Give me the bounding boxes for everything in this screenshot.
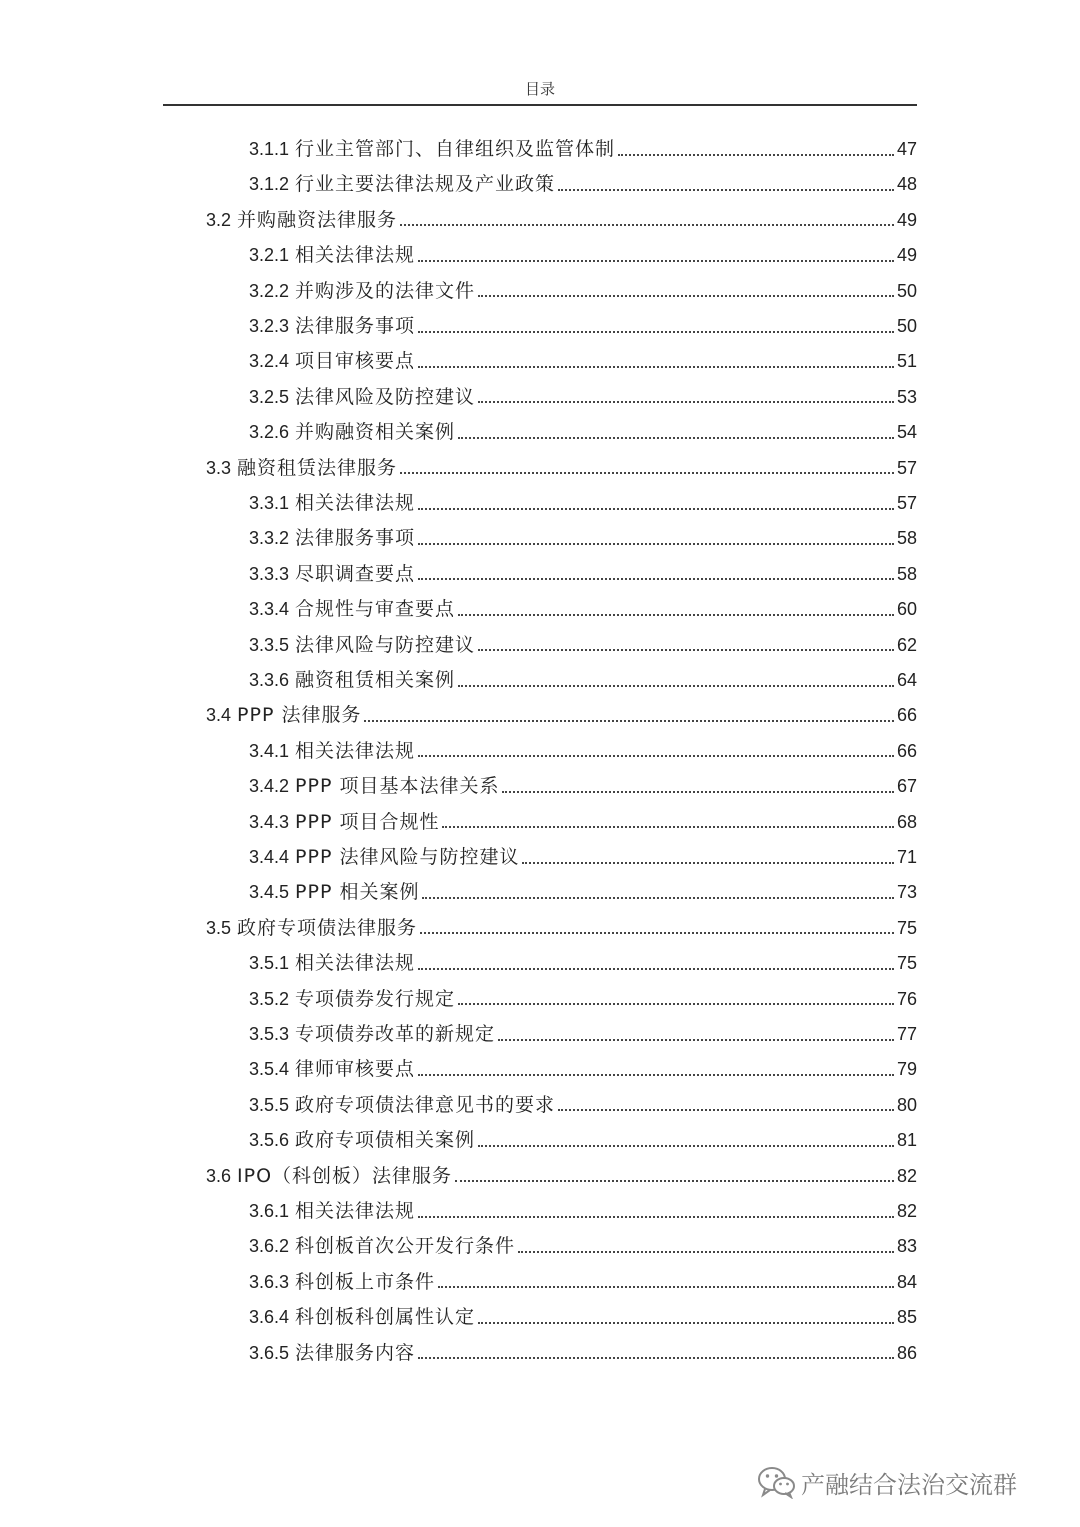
toc-entry-number: 3.6.3 bbox=[249, 1271, 290, 1292]
toc-entry-page: 53 bbox=[896, 386, 917, 407]
toc-entry[interactable] bbox=[206, 698, 917, 733]
toc-leader-dots bbox=[418, 508, 894, 510]
toc-entry-page: 60 bbox=[896, 599, 917, 620]
toc-entry[interactable] bbox=[249, 238, 917, 273]
toc-entry-page: 54 bbox=[896, 422, 917, 443]
toc-entry-title: 尽职调查要点 bbox=[295, 562, 416, 585]
toc-entry-page: 79 bbox=[896, 1059, 917, 1080]
toc-entry-number: 3.4.1 bbox=[249, 740, 290, 761]
toc-leader-dots bbox=[418, 331, 894, 333]
toc-leader-dots bbox=[502, 791, 894, 793]
toc-leader-dots bbox=[418, 1074, 894, 1076]
toc-leader-dots bbox=[442, 826, 894, 828]
toc-entry-title: 法律服务内容 bbox=[295, 1341, 416, 1364]
toc-leader-dots bbox=[458, 437, 894, 439]
toc-entry[interactable] bbox=[249, 946, 917, 981]
toc-leader-dots bbox=[558, 189, 894, 191]
toc-leader-dots bbox=[418, 366, 894, 368]
toc-entry-page: 64 bbox=[896, 670, 917, 690]
toc-entry-number: 3.5.2 bbox=[249, 988, 290, 1009]
toc-entry-page: 77 bbox=[896, 1024, 917, 1044]
toc-entry-page: 48 bbox=[896, 174, 917, 195]
toc-entry-title: 融资租赁相关案例 bbox=[295, 669, 456, 691]
toc-entry-title: 行业主管部门、自律组织及监管体制 bbox=[295, 138, 616, 160]
toc-leader-dots bbox=[618, 154, 894, 156]
toc-entry[interactable] bbox=[206, 203, 917, 238]
header-divider bbox=[163, 104, 917, 106]
toc-entry[interactable] bbox=[249, 415, 917, 450]
toc-entry-number: 3.3.1 bbox=[249, 493, 290, 513]
toc-entry-page: 82 bbox=[896, 1201, 917, 1221]
toc-leader-dots bbox=[478, 1322, 894, 1324]
toc-entry-page: 82 bbox=[896, 1165, 917, 1186]
toc-leader-dots bbox=[455, 1180, 894, 1182]
toc-entry-number: 3.2.5 bbox=[249, 386, 290, 407]
watermark bbox=[757, 1460, 1017, 1504]
toc-leader-dots bbox=[418, 578, 894, 580]
toc-entry-page: 58 bbox=[896, 563, 917, 584]
toc-leader-dots bbox=[418, 260, 894, 262]
toc-entry[interactable] bbox=[249, 1300, 917, 1335]
toc-entry-number: 3.6.2 bbox=[249, 1236, 290, 1257]
toc-entry-number: 3.3.4 bbox=[249, 599, 290, 620]
toc-entry[interactable] bbox=[249, 805, 917, 840]
toc-entry-number: 3.2.3 bbox=[249, 316, 290, 336]
toc-entry-page: 49 bbox=[896, 209, 917, 230]
toc-entry-number: 3.2.6 bbox=[249, 422, 290, 443]
toc-entry-number: 3.6 bbox=[206, 1165, 232, 1186]
toc-entry[interactable] bbox=[249, 132, 917, 167]
toc-entry-title: 科创板首次公开发行条件 bbox=[295, 1235, 516, 1258]
toc-leader-dots bbox=[418, 968, 894, 970]
toc-entry-title: 科创板科创属性认定 bbox=[295, 1306, 476, 1329]
toc-entry-number: 3.3.6 bbox=[249, 670, 290, 690]
toc-entry[interactable] bbox=[206, 911, 917, 946]
toc-entry[interactable] bbox=[249, 1336, 917, 1371]
toc-entry-number: 3.5.3 bbox=[249, 1024, 290, 1044]
toc-entry-page: 75 bbox=[896, 917, 917, 938]
toc-entry-number: 3.6.1 bbox=[249, 1201, 290, 1221]
toc-entry-number: 3.3.3 bbox=[249, 563, 290, 584]
toc-leader-dots bbox=[418, 1216, 894, 1218]
toc-entry-title: 法律服务事项 bbox=[295, 527, 416, 550]
toc-entry-title: 法律风险与防控建议 bbox=[295, 633, 476, 656]
toc-entry-title: 合规性与审查要点 bbox=[295, 598, 456, 621]
toc-entry[interactable] bbox=[249, 982, 917, 1017]
toc-entry-page: 50 bbox=[896, 280, 917, 301]
toc-leader-dots bbox=[420, 932, 894, 934]
toc-entry-number: 3.4.5 bbox=[249, 882, 290, 903]
toc-entry[interactable] bbox=[249, 663, 917, 698]
toc-entry[interactable] bbox=[249, 840, 917, 875]
toc-entry-number: 3.4.4 bbox=[249, 847, 290, 867]
toc-leader-dots bbox=[478, 649, 894, 651]
toc-entry-number: 3.3.5 bbox=[249, 634, 290, 655]
toc-entry[interactable] bbox=[249, 1052, 917, 1087]
toc-entry-number: 3.5.5 bbox=[249, 1094, 290, 1115]
toc-entry-page: 80 bbox=[896, 1094, 917, 1115]
toc-entry-title: PPP 项目基本法律关系 bbox=[295, 775, 500, 798]
toc-leader-dots bbox=[422, 897, 894, 899]
page-header-title: 目录 bbox=[524, 80, 555, 98]
toc-leader-dots bbox=[400, 472, 894, 474]
toc-entry[interactable] bbox=[206, 451, 917, 486]
toc-entry-title: 相关法律法规 bbox=[295, 739, 416, 762]
toc-entry-number: 3.4 bbox=[206, 705, 232, 726]
toc-entry-number: 3.5.6 bbox=[249, 1130, 290, 1151]
toc-entry[interactable] bbox=[249, 1017, 917, 1052]
toc-entry[interactable] bbox=[249, 486, 917, 521]
toc-entry-page: 49 bbox=[896, 245, 917, 266]
toc-entry-number: 3.4.2 bbox=[249, 776, 290, 797]
toc-entry[interactable] bbox=[249, 1194, 917, 1229]
toc-entry-page: 51 bbox=[896, 351, 917, 372]
toc-entry-number: 3.6.5 bbox=[249, 1342, 290, 1363]
toc-entry[interactable] bbox=[249, 1088, 917, 1123]
toc-leader-dots bbox=[498, 1039, 894, 1041]
toc-entry-number: 3.2 bbox=[206, 209, 232, 230]
toc-entry[interactable] bbox=[249, 344, 917, 379]
toc-entry-title: PPP 项目合规性 bbox=[295, 810, 440, 833]
toc-entry[interactable] bbox=[206, 1159, 917, 1194]
watermark-text: 产融结合法治交流群 bbox=[801, 1470, 1017, 1499]
toc-entry[interactable] bbox=[249, 628, 917, 663]
wechat-icon bbox=[757, 1465, 797, 1499]
toc-entry-page: 67 bbox=[896, 776, 917, 797]
toc-entry-title: 相关法律法规 bbox=[295, 244, 416, 267]
toc-entry-page: 73 bbox=[896, 882, 917, 903]
toc-entry-title: PPP 法律风险与防控建议 bbox=[295, 846, 520, 868]
toc-leader-dots bbox=[478, 295, 894, 297]
toc-entry-page: 66 bbox=[896, 740, 917, 761]
toc-leader-dots bbox=[518, 1251, 894, 1253]
toc-leader-dots bbox=[458, 1003, 894, 1005]
toc-entry[interactable] bbox=[249, 521, 917, 556]
toc-entry-title: 法律服务事项 bbox=[295, 315, 416, 337]
toc-entry-page: 85 bbox=[896, 1307, 917, 1328]
toc-entry-page: 81 bbox=[896, 1130, 917, 1151]
toc-entry[interactable] bbox=[249, 274, 917, 309]
toc-entry[interactable] bbox=[249, 875, 917, 910]
toc-entry-page: 66 bbox=[896, 705, 917, 726]
toc-entry-page: 50 bbox=[896, 316, 917, 336]
toc-entry-number: 3.5.1 bbox=[249, 953, 290, 974]
toc-entry-page: 57 bbox=[896, 493, 917, 513]
toc-leader-dots bbox=[364, 720, 894, 722]
toc-entry[interactable] bbox=[249, 1123, 917, 1158]
toc-entry[interactable] bbox=[249, 1265, 917, 1300]
toc-leader-dots bbox=[522, 862, 894, 864]
toc-entry-title: 科创板上市条件 bbox=[295, 1270, 436, 1293]
toc-entry-page: 83 bbox=[896, 1236, 917, 1257]
toc-leader-dots bbox=[458, 685, 894, 687]
toc-entry-title: PPP 法律服务 bbox=[237, 704, 362, 727]
toc-entry-title: 政府专项债法律服务 bbox=[237, 916, 418, 939]
toc-entry-title: 相关法律法规 bbox=[295, 952, 416, 975]
toc-entry[interactable] bbox=[249, 769, 917, 804]
toc-entry-page: 57 bbox=[896, 457, 917, 478]
toc-entry-number: 3.5 bbox=[206, 917, 232, 938]
toc-entry-title: PPP 相关案例 bbox=[295, 881, 420, 904]
toc-leader-dots bbox=[418, 1357, 894, 1359]
toc-entry-title: 相关法律法规 bbox=[295, 492, 416, 514]
toc-entry-page: 62 bbox=[896, 634, 917, 655]
toc-entry-number: 3.5.4 bbox=[249, 1059, 290, 1080]
toc-entry-number: 3.3 bbox=[206, 457, 232, 478]
toc-entry-page: 84 bbox=[896, 1271, 917, 1292]
toc-entry-page: 47 bbox=[896, 139, 917, 159]
toc-entry-title: 并购融资法律服务 bbox=[237, 208, 398, 231]
toc-entry-title: 专项债券改革的新规定 bbox=[295, 1023, 496, 1045]
toc-entry-title: 律师审核要点 bbox=[295, 1058, 416, 1081]
toc-entry-title: IPO（科创板）法律服务 bbox=[237, 1164, 453, 1187]
toc-entry-number: 3.2.4 bbox=[249, 351, 290, 372]
toc-entry-number: 3.1.2 bbox=[249, 174, 290, 195]
toc-entry[interactable] bbox=[249, 309, 917, 344]
toc-leader-dots bbox=[438, 1286, 894, 1288]
toc-leader-dots bbox=[400, 224, 894, 226]
toc-entry-title: 相关法律法规 bbox=[295, 1200, 416, 1222]
toc-entry-number: 3.1.1 bbox=[249, 139, 290, 159]
toc-entry-title: 专项债券发行规定 bbox=[295, 987, 456, 1010]
toc-entry-number: 3.6.4 bbox=[249, 1307, 290, 1328]
toc-entry-number: 3.3.2 bbox=[249, 528, 290, 549]
toc-entry-page: 75 bbox=[896, 953, 917, 974]
toc-entry-page: 76 bbox=[896, 988, 917, 1009]
toc-entry[interactable] bbox=[249, 557, 917, 592]
toc-entry-number: 3.2.1 bbox=[249, 245, 290, 266]
toc-entry-title: 并购融资相关案例 bbox=[295, 421, 456, 444]
toc-entry-page: 71 bbox=[896, 847, 917, 867]
toc-entry-title: 项目审核要点 bbox=[295, 350, 416, 373]
toc-entry-number: 3.4.3 bbox=[249, 811, 290, 832]
toc-entry-title: 并购涉及的法律文件 bbox=[295, 279, 476, 302]
toc-entry-title: 政府专项债法律意见书的要求 bbox=[295, 1093, 556, 1116]
toc-leader-dots bbox=[418, 755, 894, 757]
toc-entry[interactable] bbox=[249, 167, 917, 202]
toc-entry-page: 86 bbox=[896, 1342, 917, 1363]
toc-entry-title: 行业主要法律法规及产业政策 bbox=[295, 173, 556, 196]
toc-entry[interactable] bbox=[249, 1229, 917, 1264]
toc-leader-dots bbox=[478, 1145, 894, 1147]
toc-entry[interactable] bbox=[249, 380, 917, 415]
toc-entry[interactable] bbox=[249, 592, 917, 627]
toc-leader-dots bbox=[458, 614, 894, 616]
toc-entry-title: 政府专项债相关案例 bbox=[295, 1129, 476, 1152]
toc-entry-page: 58 bbox=[896, 528, 917, 549]
toc-entry-title: 法律风险及防控建议 bbox=[295, 385, 476, 408]
toc-leader-dots bbox=[418, 543, 894, 545]
toc-entry-page: 68 bbox=[896, 811, 917, 832]
toc-entry-title: 融资租赁法律服务 bbox=[237, 456, 398, 479]
toc-leader-dots bbox=[478, 401, 894, 403]
toc-leader-dots bbox=[558, 1109, 894, 1111]
toc-entry[interactable] bbox=[249, 734, 917, 769]
toc-entry-number: 3.2.2 bbox=[249, 280, 290, 301]
